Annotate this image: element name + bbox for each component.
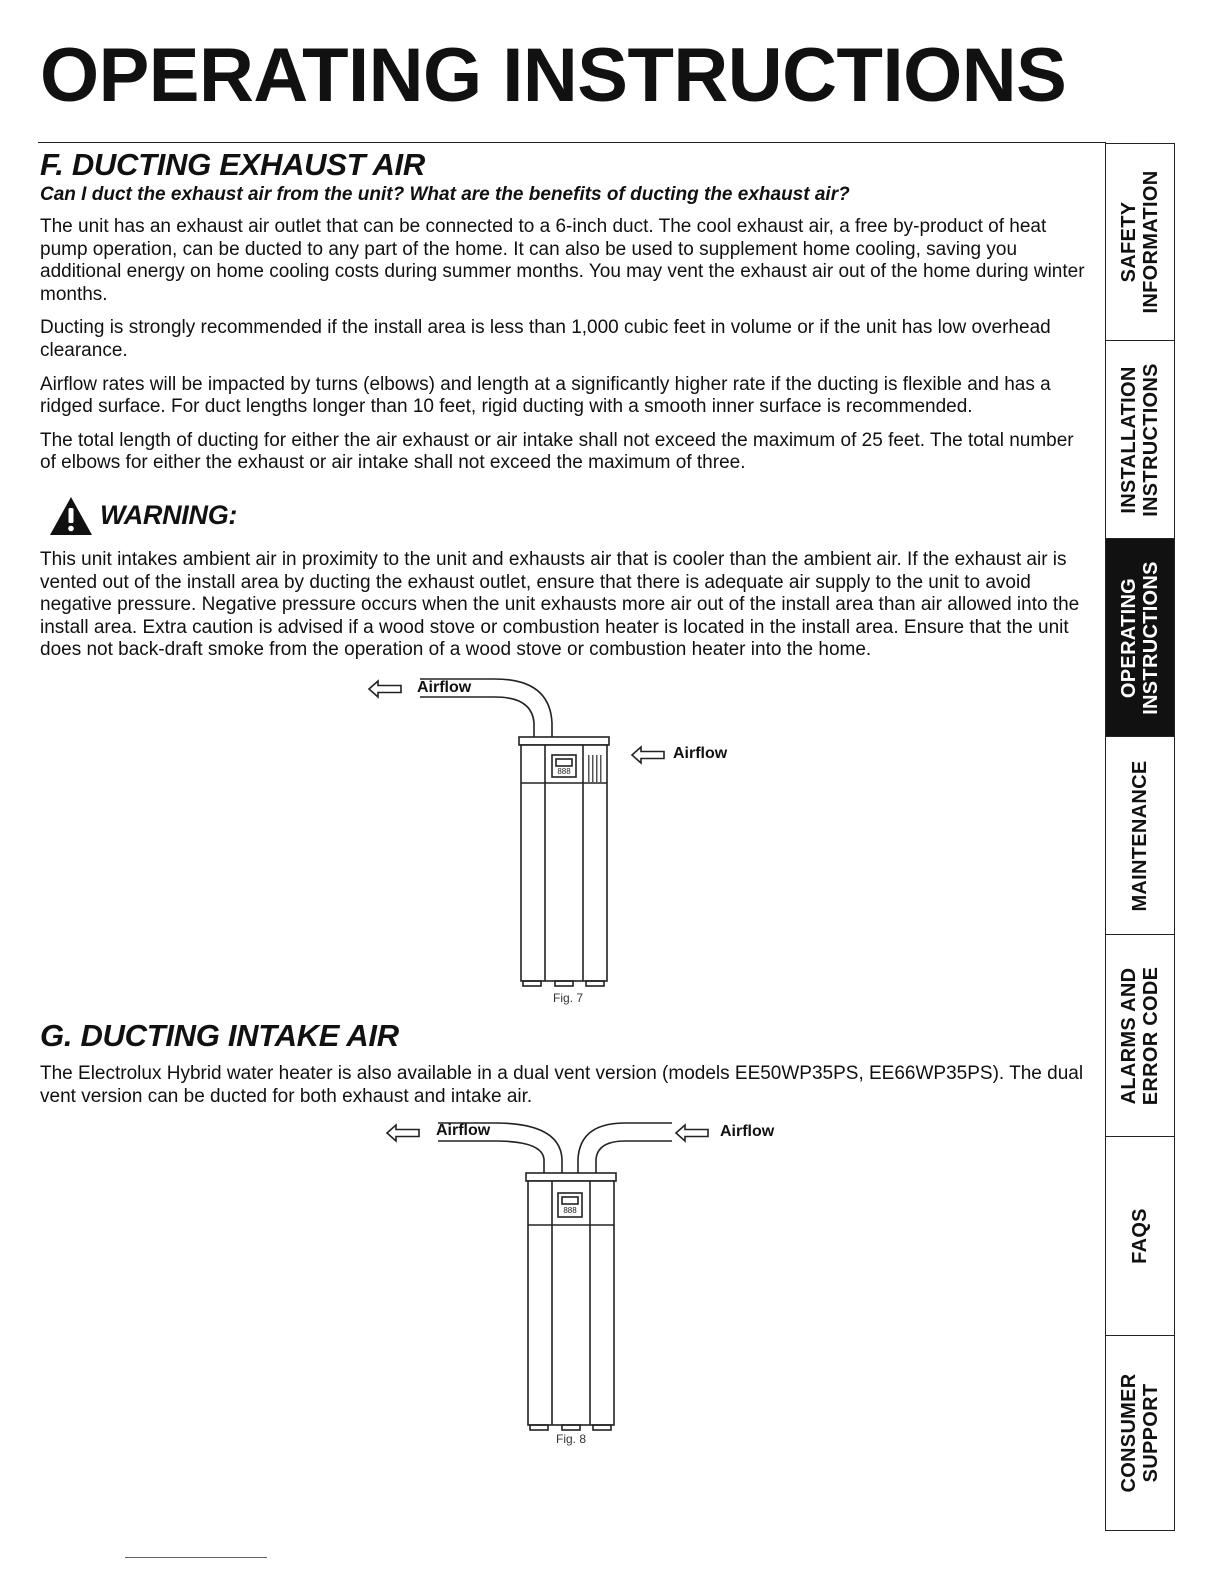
tab-label: INSTALLATION INSTRUCTIONS [1118,362,1162,517]
main-content [40,146,1092,1462]
airflow-label-right: Airflow [720,1123,775,1141]
display-readout: 888 [563,1206,577,1216]
section-f-paragraph: The unit has an exhaust air outlet that can be connected to a 6-inch duct. The cool exhaust air, a free by-product of heat pump operation, can be ducted to any part of the home. It can also be used to supplement home cooling, saving you additional energy on home cooling costs during summer months. You may vent the exhaust air out of the home during winter months. [40,216,1085,305]
section-f-heading: F. DUCTING EXHAUST AIR [40,147,425,182]
tab-label: MAINTENANCE [1129,759,1151,912]
section-f-question: Can I duct the exhaust air from the unit? What are the benefits of ducting the exhaust air? [40,184,850,205]
warning-text: This unit intakes ambient air in proximity to the unit and exhausts air that is cooler than the ambient air. If the exhaust air is vented out of the install area by ducting the exhaust outlet, ensure that there is adequate air supply to the unit to avoid negative pressure. Negative pressure occurs when the unit exhausts more air out of the install area than air allowed into the install area. Extra caution is advised if a wood stove or combustion heater is located in the install area. Ensure that the unit does not back-draft smoke from the operation of a wood stove or combustion heater into the home. [40,548,1080,661]
section-f-paragraph: Airflow rates will be impacted by turns (elbows) and length at a significantly higher rate if the ducting is flexible and has a ridged surface. For duct lengths longer than 10 feet, rigid ducting with a smooth inner surface is recommended. [40,373,1051,418]
section-g-heading: G. DUCTING INTAKE AIR [40,1017,399,1053]
tab-label: ALARMS AND ERROR CODE [1118,966,1162,1105]
tab-label: OPERATING INSTRUCTIONS [1118,560,1162,715]
water-heater-dual-duct-illustration [40,1119,1092,1462]
footer-link-underline[interactable] [125,1557,267,1558]
arrow-left-icon [367,679,403,699]
tab-label: CONSUMER SUPPORT [1118,1372,1162,1493]
figure-7 [40,673,1092,1009]
tab-alarms-and-error-code[interactable] [1106,935,1174,1137]
tab-consumer-support[interactable] [1106,1336,1174,1529]
airflow-label-duct: Airflow [417,678,472,696]
warning-header [48,495,1092,537]
arrow-left-icon [385,1123,421,1143]
tab-maintenance[interactable] [1106,737,1174,935]
figure-caption: Fig. 7 [552,990,584,1005]
tab-operating-instructions[interactable] [1106,539,1174,737]
section-f-paragraph: Ducting is strongly recommended if the install area is less than 1,000 cubic feet in volume or if the unit has low overhead clearance. [40,317,1051,361]
arrow-left-icon [630,745,666,765]
section-f-paragraph: The total length of ducting for either the air exhaust or air intake shall not exceed the maximum of 25 feet. The total number of elbows for either the exhaust or air intake shall not exceed the maximum of three. [40,429,1074,474]
page-title: OPERATING INSTRUCTIONS [40,33,1067,118]
airflow-label-left: Airflow [436,1122,491,1140]
tab-safety-information[interactable] [1106,144,1174,341]
display-readout: 888 [557,766,571,776]
figure-caption: Fig. 8 [555,1432,587,1447]
section-g-paragraph: The Electrolux Hybrid water heater is also available in a dual vent version (models EE50WP35PS, EE66WP35PS). The dual vent version can be ducted for both exhaust and intake air. [40,1062,1084,1107]
tab-faqs[interactable] [1106,1137,1174,1336]
figure-8 [40,1119,1092,1462]
tab-installation-instructions[interactable] [1106,341,1174,539]
warning-label: WARNING: [100,500,238,531]
arrow-left-icon [674,1123,710,1143]
side-tab-nav [1105,143,1175,1531]
water-heater-single-duct-illustration [40,673,1092,1009]
title-divider [38,142,1106,143]
tab-label: SAFETY INFORMATION [1118,170,1162,314]
tab-label: FAQS [1129,1208,1151,1264]
warning-triangle-icon [48,495,94,537]
airflow-label-side: Airflow [673,744,728,762]
